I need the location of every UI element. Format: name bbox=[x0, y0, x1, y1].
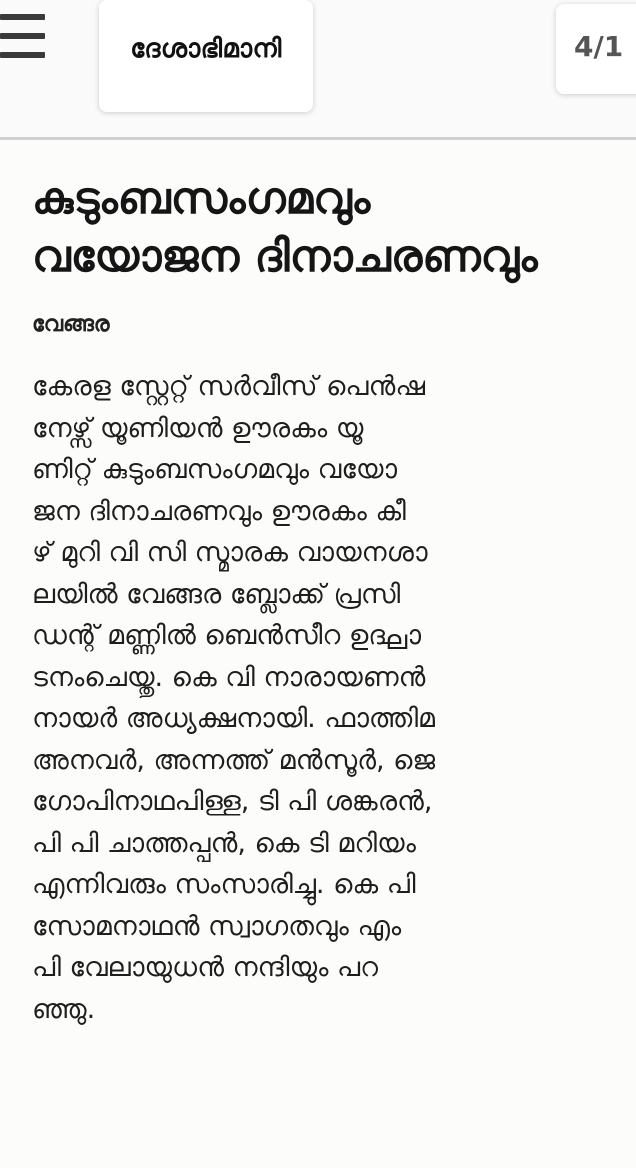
body-line: അനവർ, അന്നത്ത് മൻസൂർ, ജെ bbox=[32, 744, 436, 776]
body-line: സോമനാഥൻ സ്വാഗതവും എം bbox=[32, 910, 402, 942]
article-dateline: വേങ്ങര bbox=[32, 312, 110, 337]
body-line: ഗോപിനാഥപിള്ള, ടി പി ശങ്കരൻ, bbox=[32, 786, 433, 817]
menu-bar bbox=[0, 33, 45, 39]
hamburger-menu-icon[interactable] bbox=[0, 12, 48, 62]
body-line: പി പി ചാത്തപ്പൻ, കെ ടി മറിയം bbox=[32, 827, 416, 859]
headline-line: കുടുംബസംഗമവും bbox=[32, 173, 371, 224]
body-line: ലയിൽ വേങ്ങര ബ്ലോക്ക് പ്രസി bbox=[32, 578, 401, 610]
body-line: ണിറ്റ് കുടുംബസംഗമവും വയോ bbox=[32, 454, 398, 485]
page-indicator-text: 4/1 bbox=[574, 30, 624, 63]
menu-bar bbox=[0, 52, 45, 58]
menu-bar bbox=[0, 14, 45, 20]
article-clipping bbox=[0, 140, 636, 1168]
body-line: ഴ് മുറി വി സി സ്മാരക വായനശാ bbox=[32, 537, 428, 568]
body-line: കേരള സ്റ്റേറ്റ് സർവീസ് പെൻഷ bbox=[32, 371, 426, 402]
body-line: ജന ദിനാചരണവും ഊരകം കീ bbox=[32, 495, 406, 527]
body-line: ടനംചെയ്തു. കെ വി നാരായണൻ bbox=[32, 661, 426, 693]
body-line: പി വേലായുധൻ നന്ദിയും പറ bbox=[32, 952, 378, 983]
article-headline bbox=[32, 170, 602, 286]
body-line: ഞ്ഞു. bbox=[32, 993, 96, 1025]
logo-card[interactable] bbox=[99, 0, 313, 112]
article-body bbox=[32, 366, 602, 1030]
headline-line: വയോജന ദിനാചരണവും bbox=[32, 231, 538, 282]
logo-text: ദേശാഭിമാനി bbox=[130, 34, 282, 64]
body-line: ഡന്റ് മണ്ണിൽ ബെൻസീറ ഉദ്ഘാ bbox=[32, 620, 422, 651]
body-line: നായർ അധ്യക്ഷനായി. ഫാത്തിമ bbox=[32, 703, 436, 734]
top-bar bbox=[0, 0, 636, 138]
body-line: നേഴ്സ് യൂണിയൻ ഊരകം യൂ bbox=[32, 412, 364, 444]
page-indicator[interactable] bbox=[556, 4, 636, 94]
body-line: എന്നിവരും സംസാരിച്ചു. കെ പി bbox=[32, 869, 416, 900]
